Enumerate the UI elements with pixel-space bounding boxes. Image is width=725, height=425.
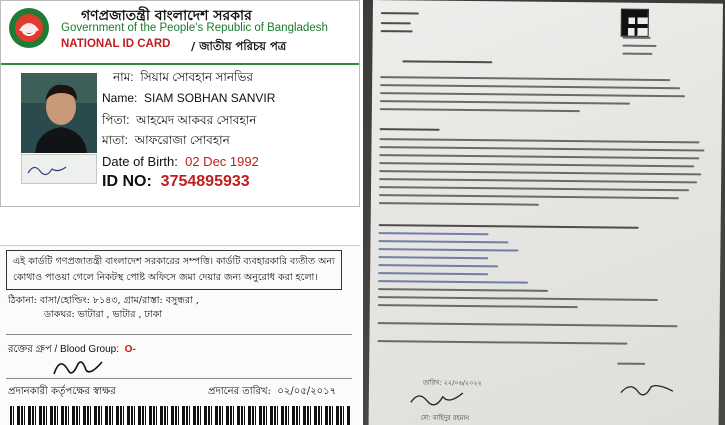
id-number-row: ID NO: 3754895933 [102, 173, 250, 190]
text-line [379, 186, 689, 191]
text-line [379, 232, 489, 235]
father-row: পিতা: আহমেদ আকবর সোবহান [102, 113, 257, 127]
certificate-signer-left: মো: মাহিদুর রহমান [420, 413, 470, 423]
text-line [378, 288, 548, 292]
text-line [381, 12, 419, 14]
text-line [379, 202, 539, 206]
header-title-en: Government of the People's Republic of Bangladesh [61, 22, 328, 34]
blood-group-row: রক্তের গ্রুপ / Blood Group: O- [8, 344, 136, 355]
nid-card-back [0, 245, 360, 425]
text-line [379, 162, 694, 167]
address-line-1: ঠিকানা: বাসা/হোল্ডিং: ৮১৪৩, গ্রাম/রাস্তা: বসুন্ধরা , [8, 295, 199, 306]
text-line [377, 340, 627, 345]
mother-name: আফরোজা সোবহান [134, 133, 230, 147]
address-line-2: ডাকঘর: ভাটারা , ভাটার , ঢাকা [44, 309, 163, 320]
text-line [402, 60, 492, 63]
father-name: আহমেদ আকবর সোবহান [136, 113, 257, 127]
text-line [379, 224, 639, 229]
text-line [380, 138, 700, 143]
issuer-signature-label: প্রদানকারী কর্তৃপক্ষের স্বাক্ষর [8, 386, 116, 397]
text-line [380, 76, 670, 81]
header-title-bn: গণপ্রজাতন্ত্রী বাংলাদেশ সরকার [81, 8, 252, 24]
text-line [379, 178, 697, 183]
text-line [380, 100, 630, 105]
issue-date: ০২/০৫/২০১৭ [277, 386, 337, 397]
text-line [378, 280, 528, 284]
holder-photo [21, 73, 97, 153]
name-en: SIAM SOBHAN SANVIR [144, 91, 276, 105]
divider [6, 334, 352, 335]
text-line [378, 256, 488, 259]
mother-row: মাতা: আফরোজা সোবহান [102, 133, 230, 147]
right-signature-icon [617, 379, 677, 404]
text-line [378, 322, 678, 327]
left-signature-icon [407, 386, 467, 411]
name-bn-row: নাম: সিয়াম সোবহান সানভির [113, 70, 253, 84]
issue-date-row: প্রদানের তারিখ: ০২/০৫/২০১৭ [208, 386, 337, 397]
text-line [379, 170, 701, 175]
nid-card-front [0, 0, 360, 207]
text-line [379, 194, 679, 199]
barcode [10, 406, 350, 425]
dob-value: 02 Dec 1992 [185, 154, 259, 169]
id-number: 3754895933 [160, 173, 250, 190]
holder-signature-box [21, 154, 97, 184]
card-title-bn: / জাতীয় পরিচয় পত্র [191, 39, 287, 53]
divider [6, 378, 352, 379]
name-en-row: Name: SIAM SOBHAN SANVIR [102, 91, 276, 105]
text-line [378, 264, 498, 267]
text-line [380, 128, 440, 131]
text-line [622, 53, 652, 55]
certificate-paper [369, 0, 723, 425]
text-line [381, 22, 411, 24]
dob-row: Date of Birth: 02 Dec 1992 [102, 154, 259, 169]
text-line [378, 240, 508, 243]
text-line [379, 154, 699, 159]
text-line [378, 272, 488, 275]
text-line [623, 37, 651, 39]
text-line [378, 248, 518, 251]
certificate-photo [363, 0, 725, 425]
certificate-date: তারিখ: ২২/০৬/২০২২ [422, 378, 482, 388]
text-line [378, 304, 578, 308]
text-line [379, 146, 704, 151]
authority-signature-icon [50, 354, 110, 380]
text-line [380, 84, 680, 89]
card-title-en: NATIONAL ID CARD [61, 38, 171, 50]
certificate-text-block [373, 0, 723, 4]
text-line [380, 92, 685, 97]
ownership-notice: এই কার্ডটি গণপ্রজাতন্ত্রী বাংলাদেশ সরকারের সম্পত্তি। কার্ডটি ব্যবহারকারি ব্যতীত অন্য কোথাও পাওয়া গেলে নিকটস্থ পোষ্ট অফিসে জমা দেয়ার জন্য অনুরোধ করা হলো। [6, 250, 342, 290]
name-bn: সিয়াম সোবহান সানভির [140, 70, 253, 84]
text-line [617, 363, 645, 365]
text-line [380, 108, 580, 112]
text-line [623, 45, 657, 47]
holder-signature-icon [22, 155, 96, 183]
blood-group-value: O- [124, 344, 136, 355]
bangladesh-emblem-icon [7, 6, 51, 50]
qr-code-icon [621, 9, 649, 37]
text-line [381, 30, 413, 32]
text-line [378, 296, 658, 301]
nid-header [1, 1, 360, 65]
